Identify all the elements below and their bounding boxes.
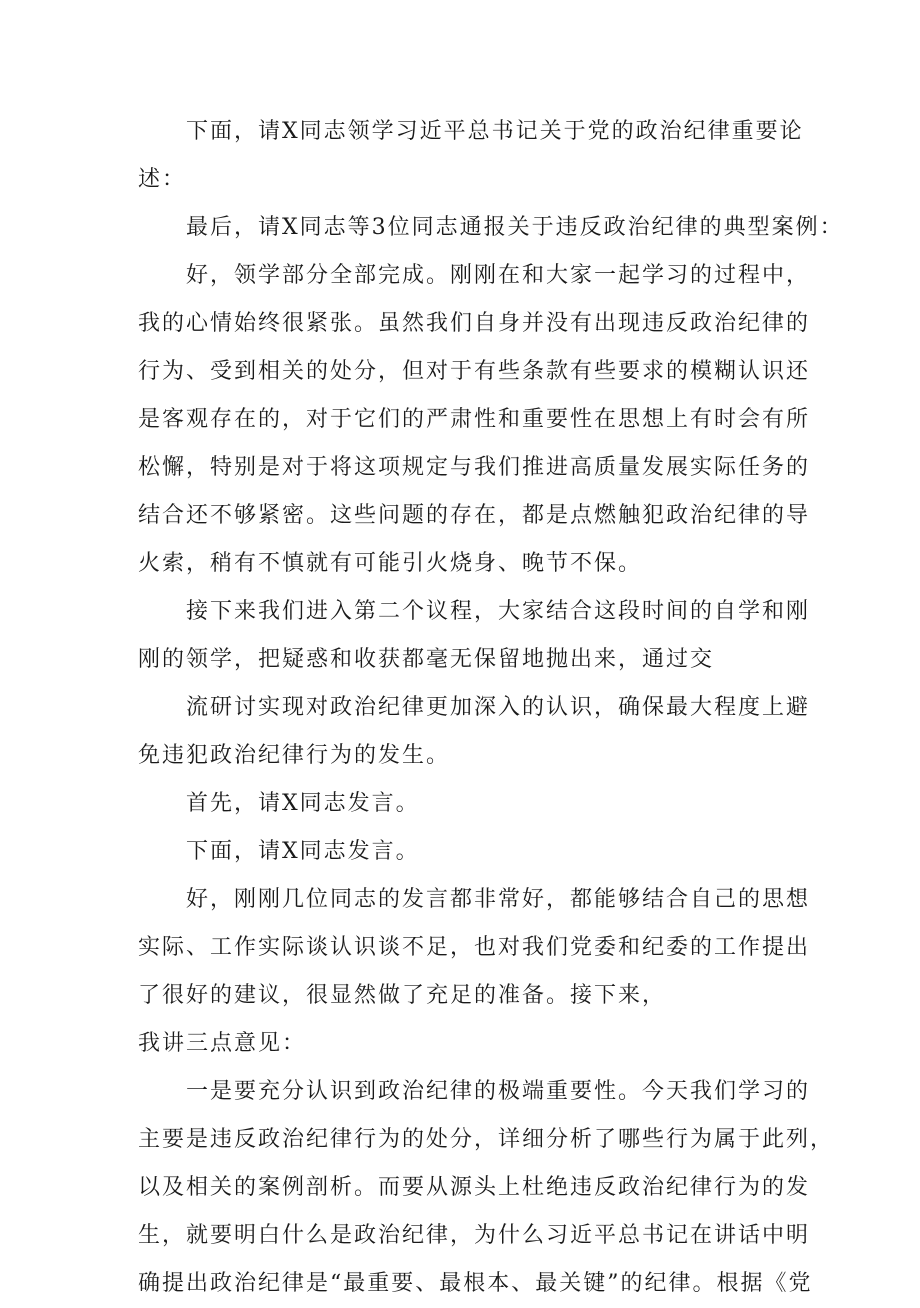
paragraph-line: 以及相关的案例剖析。而要从源头上杜绝违反政治纪律行为的发 xyxy=(138,1175,811,1200)
paragraph-line: 流研讨实现对政治纪律更加深入的认识，确保最大程度上避 xyxy=(186,695,811,720)
paragraph-line: 下面，请X同志领学习近平总书记关于党的政治纪律重要论 xyxy=(186,119,804,144)
paragraph-line: 述： xyxy=(138,167,187,192)
paragraph-line: 松懈，特别是对于将这项规定与我们推进高质量发展实际任务的 xyxy=(138,455,811,480)
paragraph-line: 好，领学部分全部完成。刚刚在和大家一起学习的过程中， xyxy=(186,263,811,288)
paragraph-line: 生，就要明白什么是政治纪律，为什么习近平总书记在讲话中明 xyxy=(138,1223,811,1248)
paragraph-line: 好，刚刚几位同志的发言都非常好，都能够结合自己的思想 xyxy=(186,887,811,912)
paragraph-line: 确提出政治纪律是“最重要、最根本、最关键”的纪律。根据《党 xyxy=(138,1271,813,1296)
paragraph-line: 我的心情始终很紧张。虽然我们自身并没有出现违反政治纪律的 xyxy=(138,311,811,336)
paragraph-line: 实际、工作实际谈认识谈不足，也对我们党委和纪委的工作提出 xyxy=(138,935,811,960)
paragraph-line: 行为、受到相关的处分，但对于有些条款有些要求的模糊认识还 xyxy=(138,359,811,384)
paragraph-line: 接下来我们进入第二个议程，大家结合这段时间的自学和刚 xyxy=(186,599,811,624)
paragraph-line: 一是要充分认识到政治纪律的极端重要性。今天我们学习的 xyxy=(186,1079,811,1104)
paragraph-line: 刚的领学，把疑惑和收获都毫无保留地抛出来，通过交 xyxy=(138,647,715,672)
paragraph-line: 火索，稍有不慎就有可能引火烧身、晚节不保。 xyxy=(138,551,643,576)
paragraph-line: 下面，请X同志发言。 xyxy=(186,839,420,864)
paragraph-line: 免违犯政治纪律行为的发生。 xyxy=(138,743,451,768)
paragraph-line: 首先，请X同志发言。 xyxy=(186,791,420,816)
paragraph-line: 了很好的建议，很显然做了充足的准备。接下来， xyxy=(138,983,667,1008)
paragraph-line: 结合还不够紧密。这些问题的存在，都是点燃触犯政治纪律的导 xyxy=(138,503,811,528)
document-body xyxy=(138,108,844,1308)
paragraph-line: 是客观存在的，对于它们的严肃性和重要性在思想上有时会有所 xyxy=(138,407,811,432)
paragraph-line: 我讲三点意见： xyxy=(138,1031,307,1056)
paragraph-line: 最后，请X同志等3位同志通报关于违反政治纪律的典型案例： xyxy=(186,215,844,240)
paragraph-line: 主要是违反政治纪律行为的处分，详细分析了哪些行为属于此列， xyxy=(138,1127,835,1152)
